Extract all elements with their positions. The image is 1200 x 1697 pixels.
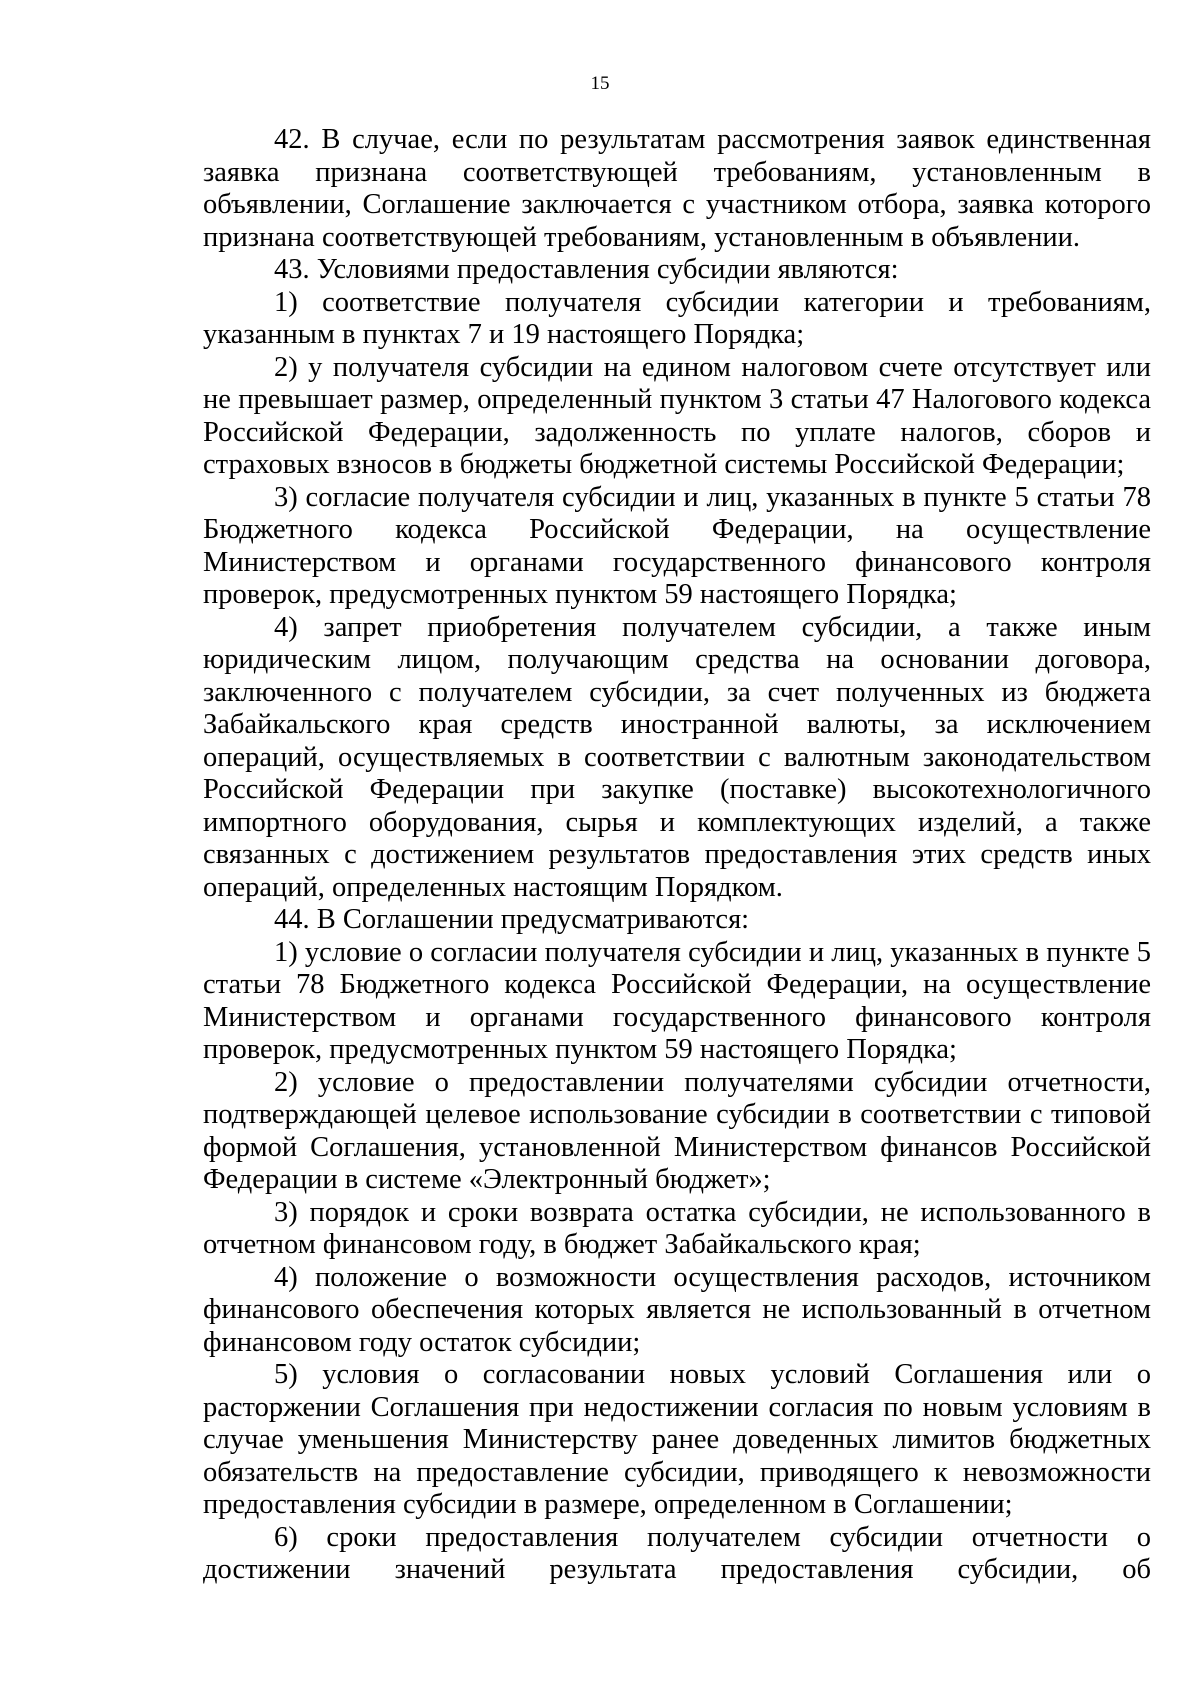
paragraph-43: 43. Условиями предоставления субсидии являются: [274, 254, 899, 285]
paragraph-43-item-3: 3) согласие получателя субсидии и лиц, указанных в пункте 5 статьи 78 Бюджетного кодекса Российской Федерации, на осуществление Министерством и органами государственного финансового контроля проверок, предусмотренных пунктом 59 настоящего Порядка; [203, 481, 1151, 610]
paragraph-44-item-3: 3) порядок и сроки возврата остатка субсидии, не использованного в отчетном финансовом году, в бюджет Забайкальского края; [203, 1196, 1151, 1260]
paragraph-44-item-6: 6) сроки предоставления получателем субсидии отчетности о достижении значений результата предоставления субсидии, об [203, 1521, 1151, 1585]
paragraph-43-item-4: 4) запрет приобретения получателем субсидии, а также иным юридическим лицом, получающим средства на основании договора, заключенного с получателем субсидии, за счет полученных из бюджета Забайкальского края средств иностранной валюты, за исключением операций, осуществляемых в соответствии с валютным законодательством Российской Федерации при закупке (поставке) высокотехнологичного импортного оборудования, сырья и комплектующих изделий, а также связанных с достижением результатов предоставления этих средств иных операций, определенных настоящим Порядком. [203, 611, 1151, 903]
paragraph-44-item-4: 4) положение о возможности осуществления расходов, источником финансового обеспечения которых является не использованный в отчетном финансовом году остаток субсидии; [203, 1261, 1151, 1358]
paragraph-44-item-5: 5) условия о согласовании новых условий Соглашения или о расторжении Соглашения при недостижении согласия по новым условиям в случае уменьшения Министерству ранее доведенных лимитов бюджетных обязательств на предоставление субсидии, приводящего к невозможности предоставления субсидии в размере, определенном в Соглашении; [203, 1359, 1151, 1520]
paragraph-42: 42. В случае, если по результатам рассмотрения заявок единственная заявка признана соответствующей требованиям, установленным в объявлении, Соглашение заключается с участником отбора, заявка которого признана соответствующей требованиям, установленным в объявлении. [203, 124, 1151, 253]
paragraph-44-item-2: 2) условие о предоставлении получателями субсидии отчетности, подтверждающей целевое использование субсидии в соответствии с типовой формой Соглашения, установленной Министерством финансов Российской Федерации в системе «Электронный бюджет»; [203, 1066, 1151, 1195]
paragraph-43-item-1: 1) соответствие получателя субсидии категории и требованиям, указанным в пунктах 7 и 19 настоящего Порядка; [203, 286, 1151, 350]
paragraph-43-item-2: 2) у получателя субсидии на едином налоговом счете отсутствует или не превышает размер, определенный пунктом 3 статьи 47 Налогового кодекса Российской Федерации, задолженность по уплате налогов, сборов и страховых взносов в бюджеты бюджетной системы Российской Федерации; [203, 351, 1151, 480]
document-body [203, 124, 1151, 1587]
paragraph-44: 44. В Соглашении предусматриваются: [274, 904, 750, 935]
paragraph-44-item-1: 1) условие о согласии получателя субсидии и лиц, указанных в пункте 5 статьи 78 Бюджетного кодекса Российской Федерации, на осуществление Министерством и органами государственного финансового контроля проверок, предусмотренных пунктом 59 настоящего Порядка; [203, 936, 1151, 1065]
page-number: 15 [590, 73, 610, 94]
